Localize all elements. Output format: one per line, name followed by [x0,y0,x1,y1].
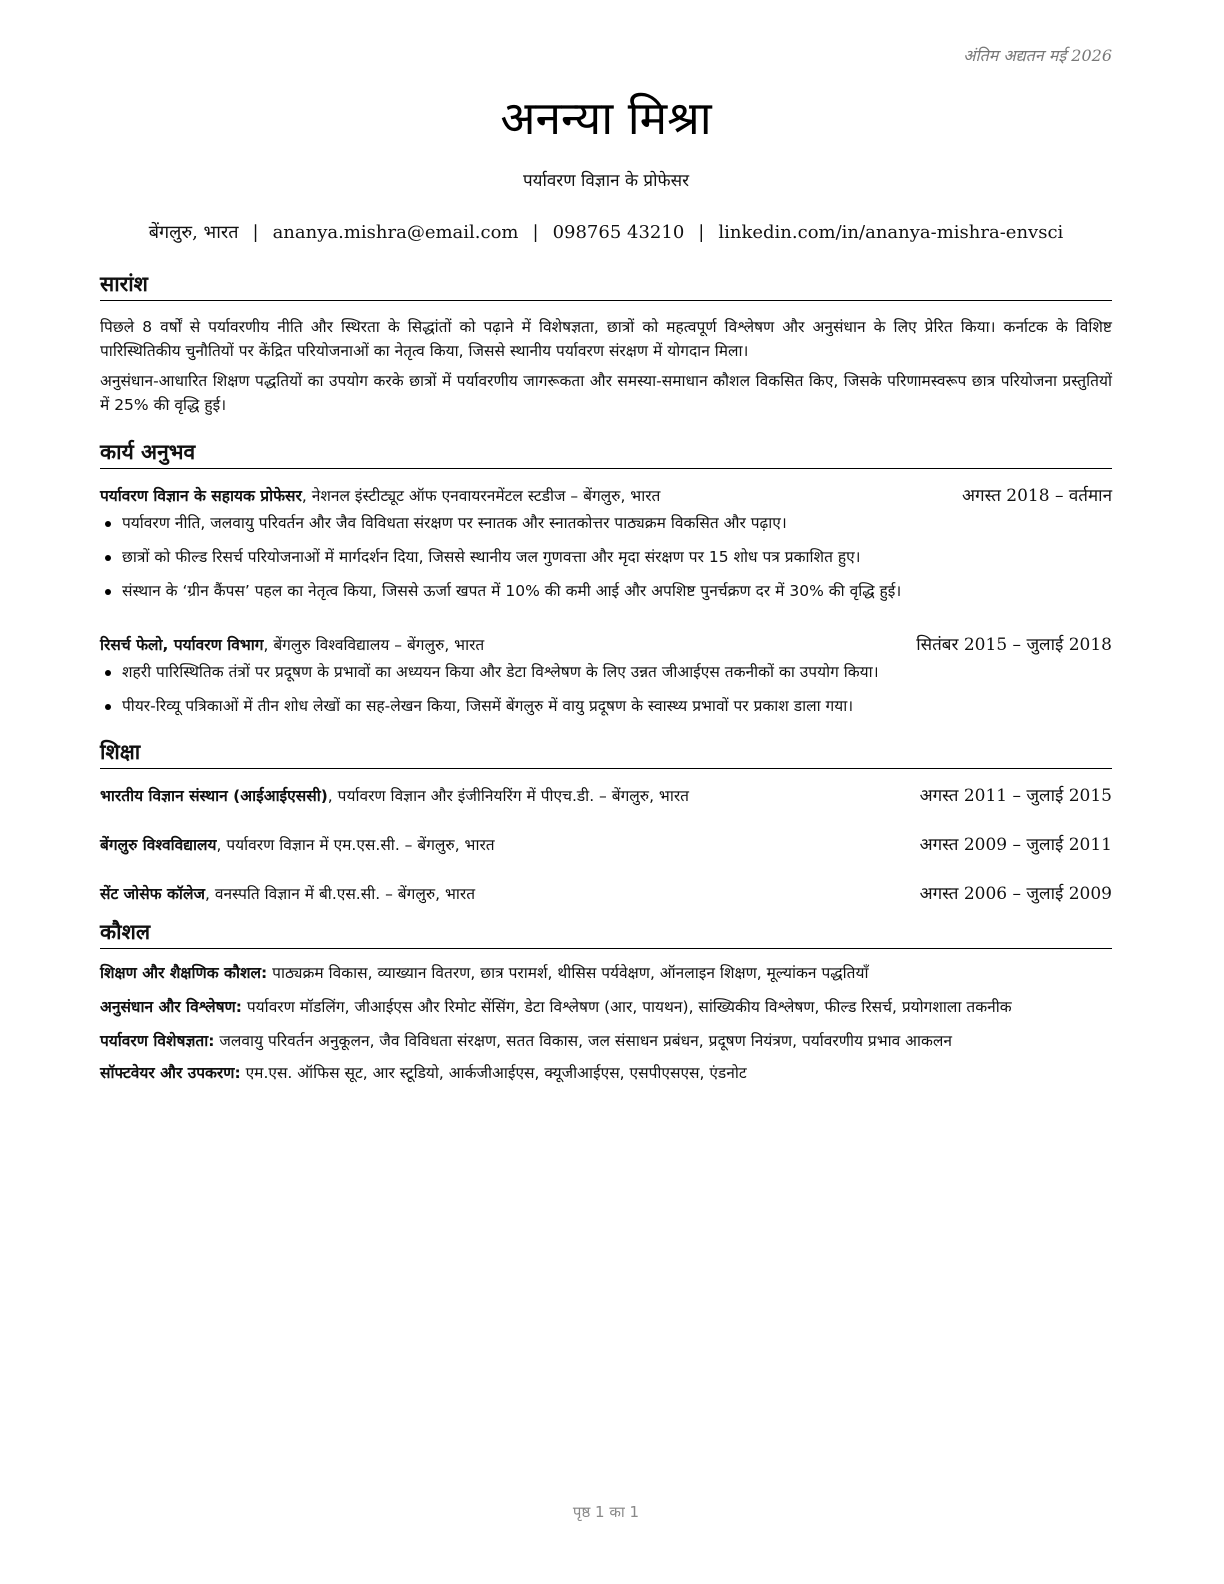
education-school: सेंट जोसेफ कॉलेज [100,885,205,903]
contact-phone[interactable]: 098765 43210 [552,222,685,243]
job-bullet: संस्थान के ‘ग्रीन कैंपस’ पहल का नेतृत्व किया, जिससे ऊर्जा खपत में 10% की कमी आई और अपशिष्ट पुनर्चक्रण दर में 30% की वृद्धि हुई। [100,580,1112,602]
skill-value: जलवायु परिवर्तन अनुकूलन, जैव विविधता संरक्षण, सतत विकास, जल संसाधन प्रबंधन, प्रदूषण नियंत्रण, पर्यावरणीय प्रभाव आकलन [214,1032,953,1050]
contact-line [100,220,1112,244]
education-dates: अगस्त 2009 – जुलाई 2011 [919,835,1112,855]
skill-line [100,1029,1112,1053]
education-school: भारतीय विज्ञान संस्थान (आईआईएससी) [100,787,328,805]
education-section [100,738,1112,904]
last-updated: अंतिम अद्यतन मई 2026 [963,46,1112,65]
skill-line [100,961,1112,985]
contact-separator: | [532,222,539,243]
section-title-skills: कौशल [100,918,1112,949]
section-title-experience: कार्य अनुभव [100,438,1112,469]
education-degree: , वनस्पति विज्ञान में बी.एस.सी. – बेंगलुरु, भारत [204,885,476,903]
job-header [100,483,1112,506]
contact-linkedin[interactable]: linkedin.com/in/ananya-mishra-envsci [718,222,1064,243]
person-name: अनन्या मिश्रा [500,91,712,145]
skills-section [100,918,1112,1085]
job-role: पर्यावरण विज्ञान के सहायक प्रोफेसर [100,487,302,505]
skill-label: पर्यावरण विशेषज्ञता: [100,1032,215,1050]
job-entry [100,483,1112,602]
skill-value: एम.एस. ऑफिस सूट, आर स्टूडियो, आर्कजीआईएस, क्यूजीआईएस, एसपीएसएस, एंडनोट [240,1064,747,1082]
contact-email[interactable]: ananya.mishra@email.com [272,222,519,243]
job-org: , नेशनल इंस्टीट्यूट ऑफ एनवायरनमेंटल स्टडीज – बेंगलुरु, भारत [301,487,661,505]
resume-page [100,0,1112,1584]
contact-separator: | [698,222,705,243]
job-dates: सितंबर 2015 – जुलाई 2018 [916,635,1112,655]
job-bullet: पीयर-रिव्यू पत्रिकाओं में तीन शोध लेखों का सह-लेखन किया, जिसमें बेंगलुरु में वायु प्रदूषण के स्वास्थ्य प्रभावों पर प्रकाश डाला गया। [100,695,1112,717]
job-header [100,632,1112,655]
skill-line [100,995,1112,1019]
education-degree: , पर्यावरण विज्ञान और इंजीनियरिंग में पीएच.डी. – बेंगलुरु, भारत [327,787,690,805]
section-title-education: शिक्षा [100,738,1112,769]
headline: पर्यावरण विज्ञान के प्रोफेसर [522,171,690,191]
skill-label: अनुसंधान और विश्लेषण: [100,998,242,1016]
contact-location: बेंगलुरु, भारत [148,222,239,243]
job-dates: अगस्त 2018 – वर्तमान [962,486,1112,506]
experience-section [100,438,1112,717]
education-entry [100,783,1112,806]
job-role: रिसर्च फेलो, पर्यावरण विभाग [100,636,264,654]
job-bullet: पर्यावरण नीति, जलवायु परिवर्तन और जैव विविधता संरक्षण पर स्नातक और स्नातकोत्तर पाठ्यक्रम विकसित और पढ़ाए। [100,512,1112,534]
education-entry [100,832,1112,855]
education-dates: अगस्त 2006 – जुलाई 2009 [919,884,1112,904]
skill-line [100,1061,1112,1085]
job-bullet: शहरी पारिस्थितिक तंत्रों पर प्रदूषण के प्रभावों का अध्ययन किया और डेटा विश्लेषण के लिए उन्नत जीआईएस तकनीकों का उपयोग किया। [100,661,1112,683]
contact-separator: | [252,222,259,243]
skill-value: पर्यावरण मॉडलिंग, जीआईएस और रिमोट सेंसिंग, डेटा विश्लेषण (आर, पायथन), सांख्यिकीय विश्लेषण, फील्ड रिसर्च, प्रयोगशाला तकनीक [241,998,1012,1016]
job-entry [100,632,1112,717]
education-school: बेंगलुरु विश्वविद्यालय [100,836,217,854]
skill-label: शिक्षण और शैक्षणिक कौशल: [100,964,268,982]
summary-paragraph: अनुसंधान-आधारित शिक्षण पद्धतियों का उपयोग करके छात्रों में पर्यावरणीय जागरूकता और समस्या-समाधान कौशल विकसित किए, जिसके परिणामस्वरूप छात्र परियोजना प्रस्तुतियों में 25% की वृद्धि हुई। [100,372,1112,414]
education-degree: , पर्यावरण विज्ञान में एम.एस.सी. – बेंगलुरु, भारत [216,836,495,854]
skill-label: सॉफ्टवेयर और उपकरण: [100,1064,241,1082]
section-title-summary: सारांश [100,270,1112,301]
job-bullet: छात्रों को फील्ड रिसर्च परियोजनाओं में मार्गदर्शन दिया, जिससे स्थानीय जल गुणवत्ता और मृदा संरक्षण पर 15 शोध पत्र प्रकाशित हुए। [100,546,1112,568]
job-org: , बेंगलुरु विश्वविद्यालय – बेंगलुरु, भारत [263,636,485,654]
summary-paragraph: पिछले 8 वर्षों से पर्यावरणीय नीति और स्थिरता के सिद्धांतों को पढ़ाने में विशेषज्ञता, छात्रों को महत्वपूर्ण विश्लेषण और अनुसंधान के लिए प्रेरित किया। कर्नाटक के विशिष्ट पारिस्थितिकीय चुनौतियों पर केंद्रित परियोजनाओं का नेतृत्व किया, जिससे स्थानीय पर्यावरण संरक्षण में योगदान मिला। [100,318,1112,360]
education-dates: अगस्त 2011 – जुलाई 2015 [919,786,1112,806]
summary-section [100,270,1112,417]
skill-value: पाठ्यक्रम विकास, व्याख्यान वितरण, छात्र परामर्श, थीसिस पर्यवेक्षण, ऑनलाइन शिक्षण, मूल्यांकन पद्धतियाँ [267,964,869,982]
education-entry [100,881,1112,904]
page-number: पृष्ठ 1 का 1 [572,1503,640,1521]
